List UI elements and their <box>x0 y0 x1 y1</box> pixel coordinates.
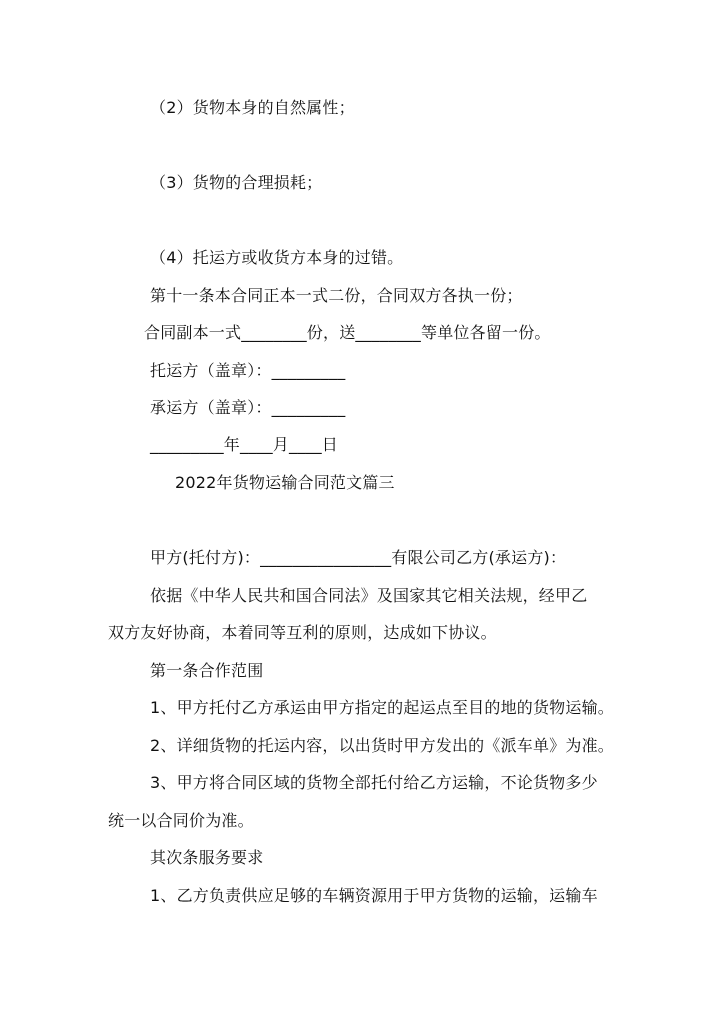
text-line: 第十一条本合同正本一式二份，合同双方各执一份； <box>150 286 523 305</box>
text-line: 第一条合作范围 <box>150 661 264 680</box>
text-line: 统一以合同价为准。 <box>108 811 254 830</box>
text-line: 1、乙方负责供应足够的车辆资源用于甲方货物的运输，运输车 <box>150 886 598 905</box>
text-line: 依据《中华人民共和国合同法》及国家其它相关法规，经甲乙 <box>150 586 588 605</box>
text-line: 甲方(托付方)：________________有限公司乙方(承运方)： <box>150 548 567 567</box>
text-line: _________年____月____日 <box>150 435 339 454</box>
text-line: （4）托运方或收货方本身的过错。 <box>150 248 404 267</box>
text-line: 合同副本一式________份，送________等单位各留一份。 <box>144 323 551 342</box>
text-line: （2）货物本身的自然属性； <box>150 98 355 117</box>
section-heading: 2022年货物运输合同范文篇三 <box>175 473 395 492</box>
text-line: 1、甲方托付乙方承运由甲方指定的起运点至目的地的货物运输。 <box>150 698 614 717</box>
text-line: 托运方（盖章）：_________ <box>150 361 346 380</box>
text-line: （3）货物的合理损耗； <box>150 173 323 192</box>
text-line: 其次条服务要求 <box>150 848 264 867</box>
text-line: 双方友好协商，本着同等互利的原则，达成如下协议。 <box>108 623 497 642</box>
text-line: 3、甲方将合同区域的货物全部托付给乙方运输，不论货物多少 <box>150 773 598 792</box>
text-line: 2、详细货物的托运内容，以出货时甲方发出的《派车单》为准。 <box>150 736 614 755</box>
text-line: 承运方（盖章）：_________ <box>150 398 346 417</box>
